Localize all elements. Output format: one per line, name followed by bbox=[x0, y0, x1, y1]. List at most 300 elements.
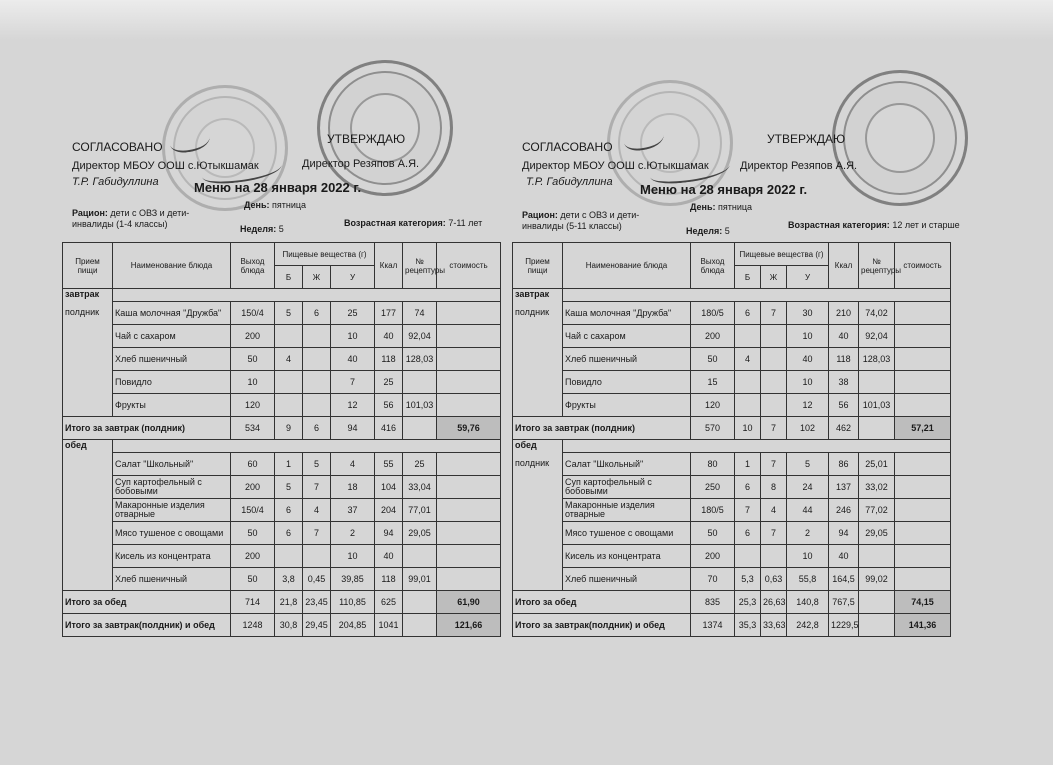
cell-kcal: 118 bbox=[375, 568, 403, 591]
cell-kcal: 94 bbox=[829, 522, 859, 545]
cell-dish-name: Чай с сахаром bbox=[563, 325, 691, 348]
cell-kcal: 1041 bbox=[375, 614, 403, 637]
cell-output: 60 bbox=[231, 453, 275, 476]
cell-output: 1248 bbox=[231, 614, 275, 637]
cell-fat bbox=[761, 371, 787, 394]
col-kcal: Ккал bbox=[829, 243, 859, 289]
cell-recipe bbox=[859, 591, 895, 614]
cell-total-cost: 57,21 bbox=[895, 417, 951, 440]
cell-dish-name: Каша молочная "Дружба" bbox=[563, 302, 691, 325]
cell-fat: 26,63 bbox=[761, 591, 787, 614]
table-row bbox=[63, 453, 501, 476]
cell-carbs: 102 bbox=[787, 417, 829, 440]
col-dish: Наименование блюда bbox=[563, 243, 691, 289]
table-row bbox=[513, 302, 951, 325]
col-u: У bbox=[787, 266, 829, 289]
cell-recipe: 128,03 bbox=[859, 348, 895, 371]
cell-kcal: 416 bbox=[375, 417, 403, 440]
cell-carbs: 10 bbox=[787, 371, 829, 394]
cell-total-cost: 74,15 bbox=[895, 591, 951, 614]
table-row bbox=[513, 522, 951, 545]
week-label: Неделя: bbox=[240, 224, 277, 234]
cell-fat: 7 bbox=[303, 522, 331, 545]
cell-carbs: 2 bbox=[787, 522, 829, 545]
cell-fat: 4 bbox=[303, 499, 331, 522]
cell-fat: 6 bbox=[303, 302, 331, 325]
cell-carbs: 10 bbox=[787, 325, 829, 348]
cell-fat: 8 bbox=[761, 476, 787, 499]
cell-fat: 7 bbox=[761, 453, 787, 476]
cell-carbs: 10 bbox=[331, 325, 375, 348]
cell-protein: 10 bbox=[735, 417, 761, 440]
table-row bbox=[513, 394, 951, 417]
cell-carbs: 30 bbox=[787, 302, 829, 325]
col-zh: Ж bbox=[303, 266, 331, 289]
cell-cost bbox=[437, 302, 501, 325]
cell-carbs: 242,8 bbox=[787, 614, 829, 637]
cell-cost bbox=[437, 348, 501, 371]
cell-carbs: 5 bbox=[787, 453, 829, 476]
agreed-label: СОГЛАСОВАНО bbox=[72, 140, 163, 154]
day-block bbox=[690, 202, 752, 212]
meal-label bbox=[63, 440, 113, 591]
cell-output: 200 bbox=[231, 476, 275, 499]
cell-carbs: 37 bbox=[331, 499, 375, 522]
approved-label: УТВЕРЖДАЮ bbox=[767, 132, 846, 146]
col-dish: Наименование блюда bbox=[113, 243, 231, 289]
cell-recipe: 29,05 bbox=[859, 522, 895, 545]
agreed-signature-name: Т.Р. Габидуллина bbox=[72, 176, 159, 188]
table-row bbox=[63, 325, 501, 348]
cell-kcal: 25 bbox=[375, 371, 403, 394]
cell-dish-name: Мясо тушеное с овощами bbox=[563, 522, 691, 545]
cell-fat: 33,63 bbox=[761, 614, 787, 637]
cell-recipe: 25 bbox=[403, 453, 437, 476]
table-row bbox=[63, 348, 501, 371]
cell-cost bbox=[895, 325, 951, 348]
cell-kcal: 40 bbox=[375, 325, 403, 348]
table-row bbox=[513, 545, 951, 568]
grand-total-section bbox=[513, 614, 951, 637]
table-row bbox=[63, 568, 501, 591]
cell-dish-name: Фрукты bbox=[563, 394, 691, 417]
cell-cost bbox=[895, 394, 951, 417]
cell-recipe: 29,05 bbox=[403, 522, 437, 545]
cell-total-cost: 121,66 bbox=[437, 614, 501, 637]
cell-output: 714 bbox=[231, 591, 275, 614]
age-block bbox=[344, 218, 482, 228]
col-output: Выход блюда bbox=[691, 243, 735, 289]
cell-kcal: 86 bbox=[829, 453, 859, 476]
cell-protein bbox=[735, 545, 761, 568]
cell-dish-name: Макаронные изделия отварные bbox=[563, 499, 691, 522]
cell-recipe bbox=[859, 545, 895, 568]
cell-kcal: 118 bbox=[829, 348, 859, 371]
cell-output: 120 bbox=[691, 394, 735, 417]
cell-output: 534 bbox=[231, 417, 275, 440]
col-recipe: № рецептуры bbox=[859, 243, 895, 289]
cell-protein: 1 bbox=[735, 453, 761, 476]
director-name: Директор Резяпов А.Я. bbox=[740, 160, 858, 172]
section-header-row bbox=[63, 440, 501, 453]
col-kcal: Ккал bbox=[375, 243, 403, 289]
cell-carbs: 94 bbox=[331, 417, 375, 440]
cell-dish-name: Хлеб пшеничный bbox=[113, 348, 231, 371]
total-row bbox=[513, 614, 951, 637]
cell-output: 15 bbox=[691, 371, 735, 394]
cell-cost bbox=[437, 453, 501, 476]
menu-table bbox=[62, 242, 501, 637]
cell-kcal: 94 bbox=[375, 522, 403, 545]
table-row bbox=[513, 325, 951, 348]
cell-protein: 6 bbox=[735, 476, 761, 499]
cell-kcal: 56 bbox=[375, 394, 403, 417]
cell-dish-name: Кисель из концентрата bbox=[113, 545, 231, 568]
cell-recipe: 25,01 bbox=[859, 453, 895, 476]
cell-fat: 5 bbox=[303, 453, 331, 476]
col-meal: Прием пищи bbox=[63, 243, 113, 289]
cell-dish-name: Салат "Школьный" bbox=[563, 453, 691, 476]
cell-fat bbox=[303, 394, 331, 417]
cell-carbs: 24 bbox=[787, 476, 829, 499]
cell-protein bbox=[275, 371, 303, 394]
day-value: пятница bbox=[272, 200, 307, 210]
cell-cost bbox=[437, 371, 501, 394]
cell-cost bbox=[895, 371, 951, 394]
cell-fat bbox=[303, 348, 331, 371]
cell-protein bbox=[275, 394, 303, 417]
section-header-row bbox=[513, 289, 951, 302]
table-row bbox=[63, 302, 501, 325]
col-cost: стоимость bbox=[437, 243, 501, 289]
cell-cost bbox=[437, 394, 501, 417]
cell-dish-name: Суп картофельный с бобовыми bbox=[113, 476, 231, 499]
ration-value: дети с ОВЗ и дети-инвалиды (5-11 классы) bbox=[522, 210, 640, 231]
cell-cost bbox=[895, 545, 951, 568]
cell-cost bbox=[895, 568, 951, 591]
cell-kcal: 40 bbox=[829, 325, 859, 348]
age-block bbox=[788, 220, 960, 230]
cell-protein: 9 bbox=[275, 417, 303, 440]
menu-title: Меню на 28 января 2022 г. bbox=[194, 180, 362, 195]
cell-recipe: 77,01 bbox=[403, 499, 437, 522]
cell-cost bbox=[895, 348, 951, 371]
total-label: Итого за завтрак (полдник) bbox=[63, 417, 231, 440]
cell-carbs: 12 bbox=[787, 394, 829, 417]
cell-recipe: 33,04 bbox=[403, 476, 437, 499]
cell-output: 200 bbox=[231, 325, 275, 348]
cell-cost bbox=[437, 545, 501, 568]
week-label: Неделя: bbox=[686, 226, 723, 236]
table-row bbox=[63, 499, 501, 522]
table-row bbox=[63, 394, 501, 417]
cell-output: 180/5 bbox=[691, 302, 735, 325]
cell-output: 50 bbox=[231, 568, 275, 591]
cell-protein: 5 bbox=[275, 302, 303, 325]
cell-kcal: 246 bbox=[829, 499, 859, 522]
cell-carbs: 4 bbox=[331, 453, 375, 476]
cell-fat: 4 bbox=[761, 499, 787, 522]
meal-sublabel: полдник bbox=[515, 458, 550, 468]
cell-kcal: 56 bbox=[829, 394, 859, 417]
cell-protein: 35,3 bbox=[735, 614, 761, 637]
cell-recipe bbox=[403, 614, 437, 637]
cell-cost bbox=[895, 476, 951, 499]
cell-protein bbox=[275, 545, 303, 568]
breakfast-section bbox=[513, 289, 951, 440]
breakfast-section bbox=[63, 289, 501, 440]
meal-label-text: завтрак bbox=[65, 289, 100, 299]
table-row bbox=[63, 371, 501, 394]
cell-carbs: 204,85 bbox=[331, 614, 375, 637]
cell-cost bbox=[895, 499, 951, 522]
cell-recipe: 101,03 bbox=[403, 394, 437, 417]
section-header-row bbox=[63, 289, 501, 302]
cell-carbs: 140,8 bbox=[787, 591, 829, 614]
cell-cost bbox=[895, 453, 951, 476]
cell-output: 50 bbox=[231, 348, 275, 371]
cell-fat: 7 bbox=[761, 522, 787, 545]
col-nutrients: Пищевые вещества (г) bbox=[275, 243, 375, 266]
cell-output: 80 bbox=[691, 453, 735, 476]
cell-fat bbox=[303, 545, 331, 568]
cell-cost bbox=[437, 522, 501, 545]
menu-title: Меню на 28 января 2022 г. bbox=[640, 182, 808, 197]
cell-kcal: 767,5 bbox=[829, 591, 859, 614]
ration-value: дети с ОВЗ и дети-инвалиды (1-4 классы) bbox=[72, 208, 190, 229]
school-seal-right bbox=[832, 70, 968, 206]
cell-output: 50 bbox=[691, 522, 735, 545]
menu-table bbox=[512, 242, 951, 637]
cell-recipe: 74,02 bbox=[859, 302, 895, 325]
cell-carbs: 18 bbox=[331, 476, 375, 499]
cell-recipe: 77,02 bbox=[859, 499, 895, 522]
cell-output: 50 bbox=[231, 522, 275, 545]
cell-dish-name: Хлеб пшеничный bbox=[563, 568, 691, 591]
cell-fat: 29,45 bbox=[303, 614, 331, 637]
cell-dish-name: Хлеб пшеничный bbox=[563, 348, 691, 371]
total-row bbox=[63, 417, 501, 440]
cell-protein bbox=[275, 325, 303, 348]
cell-carbs: 40 bbox=[787, 348, 829, 371]
cell-recipe bbox=[403, 417, 437, 440]
table-row bbox=[513, 568, 951, 591]
cell-protein: 5,3 bbox=[735, 568, 761, 591]
total-row bbox=[63, 591, 501, 614]
col-zh: Ж bbox=[761, 266, 787, 289]
cell-protein bbox=[735, 394, 761, 417]
cell-dish-name: Фрукты bbox=[113, 394, 231, 417]
total-row bbox=[513, 417, 951, 440]
cell-cost bbox=[895, 522, 951, 545]
meal-sublabel: полдник bbox=[515, 307, 550, 317]
cell-output: 120 bbox=[231, 394, 275, 417]
menu-sheet-right bbox=[512, 0, 1012, 765]
cell-dish-name: Повидло bbox=[563, 371, 691, 394]
cell-protein: 6 bbox=[735, 302, 761, 325]
cell-fat bbox=[303, 371, 331, 394]
cell-fat bbox=[761, 394, 787, 417]
cell-recipe: 33,02 bbox=[859, 476, 895, 499]
total-label: Итого за обед bbox=[63, 591, 231, 614]
agreed-signature-name: Т.Р. Габидуллина bbox=[526, 176, 613, 188]
table-row bbox=[63, 522, 501, 545]
cell-recipe bbox=[403, 545, 437, 568]
cell-cost bbox=[437, 568, 501, 591]
cell-recipe: 99,02 bbox=[859, 568, 895, 591]
col-u: У bbox=[331, 266, 375, 289]
cell-kcal: 137 bbox=[829, 476, 859, 499]
cell-recipe bbox=[859, 371, 895, 394]
cell-carbs: 10 bbox=[787, 545, 829, 568]
cell-fat: 0,45 bbox=[303, 568, 331, 591]
cell-fat bbox=[761, 325, 787, 348]
day-label: День: bbox=[690, 202, 716, 212]
cell-carbs: 7 bbox=[331, 371, 375, 394]
meal-sublabel: полдник bbox=[65, 307, 100, 317]
cell-protein: 21,8 bbox=[275, 591, 303, 614]
total-row bbox=[63, 614, 501, 637]
cell-output: 70 bbox=[691, 568, 735, 591]
cell-total-cost: 61,90 bbox=[437, 591, 501, 614]
age-label: Возрастная категория: bbox=[788, 220, 890, 230]
week-block bbox=[686, 226, 730, 236]
week-value: 5 bbox=[278, 224, 284, 234]
age-value: 12 лет и старше bbox=[892, 220, 960, 230]
cell-recipe: 74 bbox=[403, 302, 437, 325]
cell-fat: 7 bbox=[761, 417, 787, 440]
day-label: День: bbox=[244, 200, 270, 210]
cell-output: 150/4 bbox=[231, 302, 275, 325]
cell-cost bbox=[895, 302, 951, 325]
age-value: 7-11 лет bbox=[448, 218, 483, 228]
cell-dish-name: Чай с сахаром bbox=[113, 325, 231, 348]
week-value: 5 bbox=[724, 226, 730, 236]
table-row bbox=[63, 476, 501, 499]
meal-label-text: обед bbox=[65, 440, 87, 450]
cell-output: 180/5 bbox=[691, 499, 735, 522]
cell-protein: 5 bbox=[275, 476, 303, 499]
ration-block bbox=[522, 210, 662, 232]
cell-recipe: 99,01 bbox=[403, 568, 437, 591]
section-header-row bbox=[513, 440, 951, 453]
cell-protein: 6 bbox=[275, 522, 303, 545]
menu-sheet-left bbox=[62, 0, 562, 765]
cell-carbs: 25 bbox=[331, 302, 375, 325]
cell-carbs: 40 bbox=[331, 348, 375, 371]
table-row bbox=[513, 499, 951, 522]
cell-fat: 0,63 bbox=[761, 568, 787, 591]
total-label: Итого за обед bbox=[513, 591, 691, 614]
cell-kcal: 210 bbox=[829, 302, 859, 325]
cell-output: 1374 bbox=[691, 614, 735, 637]
cell-output: 200 bbox=[691, 545, 735, 568]
director-school: Директор МБОУ ООШ с.Ютыкшамак bbox=[72, 160, 259, 172]
cell-carbs: 39,85 bbox=[331, 568, 375, 591]
cell-carbs: 110,85 bbox=[331, 591, 375, 614]
lunch-section bbox=[513, 440, 951, 614]
cell-recipe bbox=[403, 371, 437, 394]
cell-fat bbox=[761, 545, 787, 568]
table-row bbox=[513, 348, 951, 371]
age-label: Возрастная категория: bbox=[344, 218, 446, 228]
cell-dish-name: Мясо тушеное с овощами bbox=[113, 522, 231, 545]
cell-protein bbox=[735, 371, 761, 394]
cell-carbs: 44 bbox=[787, 499, 829, 522]
cell-kcal: 625 bbox=[375, 591, 403, 614]
table-row bbox=[513, 371, 951, 394]
cell-recipe: 92,04 bbox=[859, 325, 895, 348]
cell-output: 200 bbox=[691, 325, 735, 348]
cell-kcal: 177 bbox=[375, 302, 403, 325]
table-row bbox=[513, 453, 951, 476]
col-b: Б bbox=[275, 266, 303, 289]
cell-protein: 4 bbox=[735, 348, 761, 371]
ration-block bbox=[72, 208, 212, 230]
cell-dish-name: Макаронные изделия отварные bbox=[113, 499, 231, 522]
cell-protein: 1 bbox=[275, 453, 303, 476]
ration-label: Рацион: bbox=[522, 210, 558, 220]
cell-fat: 6 bbox=[303, 417, 331, 440]
cell-kcal: 104 bbox=[375, 476, 403, 499]
cell-protein: 30,8 bbox=[275, 614, 303, 637]
cell-carbs: 10 bbox=[331, 545, 375, 568]
director-name: Директор Резяпов А.Я. bbox=[302, 158, 420, 170]
col-cost: стоимость bbox=[895, 243, 951, 289]
cell-dish-name: Каша молочная "Дружба" bbox=[113, 302, 231, 325]
cell-recipe: 101,03 bbox=[859, 394, 895, 417]
cell-carbs: 12 bbox=[331, 394, 375, 417]
cell-total-cost: 59,76 bbox=[437, 417, 501, 440]
cell-protein: 25,3 bbox=[735, 591, 761, 614]
cell-protein: 4 bbox=[275, 348, 303, 371]
cell-protein: 7 bbox=[735, 499, 761, 522]
cell-cost bbox=[437, 499, 501, 522]
cell-fat: 7 bbox=[303, 476, 331, 499]
col-b: Б bbox=[735, 266, 761, 289]
col-nutrients: Пищевые вещества (г) bbox=[735, 243, 829, 266]
cell-recipe bbox=[403, 591, 437, 614]
total-label: Итого за завтрак(полдник) и обед bbox=[63, 614, 231, 637]
ration-label: Рацион: bbox=[72, 208, 108, 218]
cell-kcal: 1229,5 bbox=[829, 614, 859, 637]
cell-kcal: 462 bbox=[829, 417, 859, 440]
cell-cost bbox=[437, 325, 501, 348]
col-output: Выход блюда bbox=[231, 243, 275, 289]
cell-dish-name: Хлеб пшеничный bbox=[113, 568, 231, 591]
cell-fat bbox=[761, 348, 787, 371]
table-row bbox=[513, 476, 951, 499]
cell-recipe bbox=[859, 417, 895, 440]
cell-output: 250 bbox=[691, 476, 735, 499]
cell-dish-name: Повидло bbox=[113, 371, 231, 394]
day-block bbox=[244, 200, 306, 210]
total-label: Итого за завтрак(полдник) и обед bbox=[513, 614, 691, 637]
school-seal-left bbox=[317, 60, 453, 196]
cell-output: 835 bbox=[691, 591, 735, 614]
meal-label bbox=[513, 440, 563, 591]
cell-kcal: 118 bbox=[375, 348, 403, 371]
cell-cost bbox=[437, 476, 501, 499]
cell-kcal: 40 bbox=[829, 545, 859, 568]
cell-fat: 23,45 bbox=[303, 591, 331, 614]
cell-fat bbox=[303, 325, 331, 348]
cell-output: 200 bbox=[231, 545, 275, 568]
cell-recipe: 128,03 bbox=[403, 348, 437, 371]
cell-kcal: 164,5 bbox=[829, 568, 859, 591]
cell-recipe bbox=[859, 614, 895, 637]
cell-kcal: 204 bbox=[375, 499, 403, 522]
